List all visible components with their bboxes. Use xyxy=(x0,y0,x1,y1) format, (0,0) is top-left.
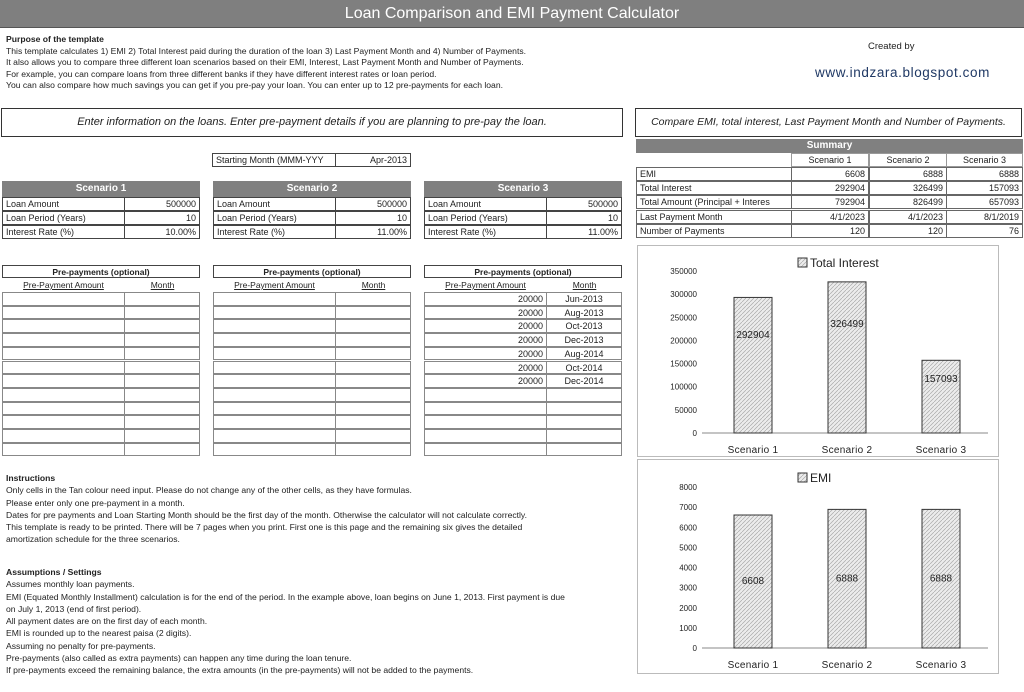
prepayment-amount-input[interactable]: 20000 xyxy=(424,306,547,320)
x-tick-label: Scenario 1 xyxy=(727,445,779,456)
prepayment-amount-input[interactable] xyxy=(2,388,125,402)
prepayment-month-input[interactable] xyxy=(546,443,622,457)
summary-row-label: Last Payment Month xyxy=(636,210,792,224)
legend-swatch xyxy=(798,473,807,482)
summary-title: Summary xyxy=(636,139,1023,153)
legend-swatch xyxy=(798,258,807,267)
prepayment-month-input[interactable] xyxy=(335,347,411,361)
y-tick-label: 200000 xyxy=(670,336,697,346)
bar-data-label: 157093 xyxy=(924,374,958,386)
total-interest-chart xyxy=(637,245,999,457)
prepayment-amount-input[interactable] xyxy=(213,361,336,375)
purpose-line: It also allows you to compare three different loan scenarios based on their EMI, Interest, Last Payment Month and Number of Payments. xyxy=(6,57,524,68)
y-tick-label: 6000 xyxy=(679,523,697,533)
prepayment-month-input[interactable] xyxy=(546,388,622,402)
assumptions-line: on July 1, 2013 (end of first period). xyxy=(6,603,142,614)
prepayment-amount-header: Pre-Payment Amount xyxy=(23,280,104,290)
prepayment-amount-input[interactable]: 20000 xyxy=(424,333,547,347)
prepayment-amount-input[interactable] xyxy=(2,347,125,361)
summary-value: 8/1/2019 xyxy=(946,210,1023,224)
y-tick-label: 350000 xyxy=(670,267,697,276)
y-tick-label: 2000 xyxy=(679,603,697,613)
summary-value: 157093 xyxy=(946,181,1023,195)
chart-title: EMI xyxy=(810,471,832,485)
y-tick-label: 250000 xyxy=(670,313,697,323)
prepayment-month-input[interactable]: Oct-2014 xyxy=(546,361,622,375)
summary-value: 657093 xyxy=(946,195,1023,209)
created-by-label: Created by xyxy=(868,41,915,52)
prepayment-amount-input[interactable]: 20000 xyxy=(424,319,547,333)
summary-column-header: Scenario 2 xyxy=(869,153,947,167)
prepayment-amount-input[interactable] xyxy=(2,415,125,429)
summary-value: 826499 xyxy=(869,195,947,209)
scenario-field-label: Interest Rate (%) xyxy=(2,225,125,239)
bar-data-label: 6888 xyxy=(835,573,859,585)
prepayment-amount-input[interactable] xyxy=(2,402,125,416)
scenario-field-label: Loan Amount xyxy=(424,197,547,211)
y-tick-label: 3000 xyxy=(679,583,697,593)
prepayment-month-input[interactable] xyxy=(124,319,200,333)
y-tick-label: 0 xyxy=(692,644,697,653)
bar-data-label: 326499 xyxy=(830,319,864,331)
summary-value: 326499 xyxy=(869,181,947,195)
starting-month-input[interactable]: Apr-2013 xyxy=(335,153,411,167)
x-tick-label: Scenario 2 xyxy=(821,445,873,456)
emi-chart xyxy=(637,459,999,674)
bar xyxy=(734,297,772,433)
input-instructions-banner: Enter information on the loans. Enter pre-payment details if you are planning to pre-pay the loan. xyxy=(1,108,623,137)
scenario-field-label: Interest Rate (%) xyxy=(213,225,336,239)
credit-section xyxy=(640,34,1022,100)
prepayment-month-header: Month xyxy=(572,280,597,290)
prepayment-title: Pre-payments (optional) xyxy=(213,265,411,278)
purpose-heading: Purpose of the template xyxy=(6,34,104,44)
summary-value: 6888 xyxy=(946,167,1023,181)
y-tick-label: 5000 xyxy=(679,543,697,553)
scenario-field-input[interactable]: 10 xyxy=(546,211,622,225)
prepayment-amount-input[interactable] xyxy=(213,292,336,306)
bar xyxy=(922,360,960,433)
prepayment-month-input[interactable] xyxy=(335,319,411,333)
prepayment-month-input[interactable]: Dec-2013 xyxy=(546,333,622,347)
assumptions-line: If pre-payments exceed the remaining balance, the extra amounts (in the pre-payments) will not be added to the payments. xyxy=(6,665,474,676)
prepayment-amount-input[interactable] xyxy=(424,415,547,429)
prepayment-amount-input[interactable]: 20000 xyxy=(424,374,547,388)
prepayment-month-input[interactable] xyxy=(546,429,622,443)
prepayment-month-input[interactable] xyxy=(335,306,411,320)
prepayment-month-input[interactable] xyxy=(124,347,200,361)
instructions-line: Only cells in the Tan colour need input. Please do not change any of the other cells, as they have formulas. xyxy=(6,485,412,496)
summary-value: 792904 xyxy=(791,195,869,209)
prepayment-amount-input[interactable] xyxy=(424,443,547,457)
summary-value: 4/1/2023 xyxy=(791,210,869,224)
scenario-field-input[interactable]: 10.00% xyxy=(124,225,200,239)
prepayment-title: Pre-payments (optional) xyxy=(2,265,200,278)
x-tick-label: Scenario 1 xyxy=(727,660,779,671)
prepayment-month-input[interactable] xyxy=(335,443,411,457)
assumptions-line: Pre-payments (also called as extra payments) can happen any time during the loan tenure. xyxy=(6,653,352,664)
prepayment-month-input[interactable] xyxy=(335,388,411,402)
assumptions-section xyxy=(6,566,621,688)
prepayment-amount-input[interactable] xyxy=(2,292,125,306)
summary-column-header: Scenario 3 xyxy=(946,153,1023,167)
prepayment-month-input[interactable] xyxy=(124,292,200,306)
prepayment-amount-input[interactable] xyxy=(213,319,336,333)
prepayment-month-input[interactable]: Aug-2014 xyxy=(546,347,622,361)
prepayment-month-input[interactable] xyxy=(335,429,411,443)
prepayment-amount-input[interactable]: 20000 xyxy=(424,347,547,361)
prepayment-amount-input[interactable] xyxy=(2,429,125,443)
y-tick-label: 100000 xyxy=(670,382,697,392)
prepayment-amount-input[interactable] xyxy=(2,374,125,388)
bar-data-label: 6888 xyxy=(929,573,953,585)
scenario-field-label: Loan Period (Years) xyxy=(424,211,547,225)
prepayment-amount-input[interactable] xyxy=(2,306,125,320)
summary-value: 292904 xyxy=(791,181,869,195)
prepayment-amount-input[interactable] xyxy=(2,319,125,333)
instructions-line: This template is ready to be printed. There will be 7 pages when you print. First one is this page and the remaining six gives the detailed xyxy=(6,522,523,533)
assumptions-line: All payment dates are on the first day of each month. xyxy=(6,616,208,627)
scenario-field-label: Loan Period (Years) xyxy=(213,211,336,225)
prepayment-amount-header: Pre-Payment Amount xyxy=(234,280,315,290)
prepayment-month-input[interactable] xyxy=(335,292,411,306)
prepayment-amount-input[interactable] xyxy=(424,388,547,402)
assumptions-line: EMI (Equated Monthly Installment) calculation is for the end of the period. In the example above, loan begins on June 1, 2013. First payment is due xyxy=(6,591,565,602)
y-tick-label: 8000 xyxy=(679,483,697,492)
y-tick-label: 150000 xyxy=(670,359,697,369)
summary-row-label: Number of Payments xyxy=(636,224,792,238)
prepayment-amount-input[interactable] xyxy=(2,361,125,375)
assumptions-line: EMI is rounded up to the nearest paisa (2 digits). xyxy=(6,628,192,639)
instructions-heading: Instructions xyxy=(6,473,56,483)
scenario-header: Scenario 1 xyxy=(2,181,200,197)
summary-row-label: Total Interest xyxy=(636,181,792,195)
scenario-header: Scenario 3 xyxy=(424,181,622,197)
scenario-field-label: Loan Amount xyxy=(213,197,336,211)
bar-data-label: 6608 xyxy=(741,576,765,588)
summary-value: 120 xyxy=(869,224,947,238)
scenario-field-label: Interest Rate (%) xyxy=(424,225,547,239)
x-tick-label: Scenario 3 xyxy=(915,445,967,456)
compare-banner: Compare EMI, total interest, Last Payment Month and Number of Payments. xyxy=(635,108,1022,137)
prepayment-month-input[interactable]: Aug-2013 xyxy=(546,306,622,320)
summary-row-label: Total Amount (Principal + Interes xyxy=(636,195,792,209)
scenario-field-input[interactable]: 500000 xyxy=(124,197,200,211)
prepayment-month-input[interactable] xyxy=(335,333,411,347)
prepayment-month-input[interactable] xyxy=(335,374,411,388)
prepayment-amount-input[interactable] xyxy=(213,429,336,443)
prepayment-month-input[interactable] xyxy=(546,415,622,429)
prepayment-month-input[interactable] xyxy=(124,402,200,416)
prepayment-month-input[interactable]: Jun-2013 xyxy=(546,292,622,306)
prepayment-amount-input[interactable] xyxy=(213,333,336,347)
summary-column-header: Scenario 1 xyxy=(791,153,869,167)
prepayment-month-input[interactable]: Oct-2013 xyxy=(546,319,622,333)
prepayment-month-input[interactable] xyxy=(335,361,411,375)
prepayment-amount-input[interactable] xyxy=(424,402,547,416)
prepayment-title: Pre-payments (optional) xyxy=(424,265,622,278)
credit-link[interactable]: www.indzara.blogspot.com xyxy=(815,65,990,80)
prepayment-month-header: Month xyxy=(150,280,175,290)
prepayment-month-input[interactable] xyxy=(124,361,200,375)
prepayment-month-input[interactable] xyxy=(335,415,411,429)
prepayment-amount-input[interactable] xyxy=(213,443,336,457)
prepayment-amount-input[interactable] xyxy=(213,347,336,361)
prepayment-amount-input[interactable] xyxy=(424,429,547,443)
assumptions-heading: Assumptions / Settings xyxy=(6,567,102,577)
scenario-field-input[interactable]: 500000 xyxy=(335,197,411,211)
summary-value: 6888 xyxy=(869,167,947,181)
purpose-line: You can also compare how much savings you can get if you pre-pay your loan. You can enter up to 12 pre-payments for each loan. xyxy=(6,80,503,91)
summary-value: 6608 xyxy=(791,167,869,181)
y-tick-label: 50000 xyxy=(674,405,697,415)
x-tick-label: Scenario 3 xyxy=(915,660,967,671)
prepayment-amount-header: Pre-Payment Amount xyxy=(445,280,526,290)
scenario-field-input[interactable]: 11.00% xyxy=(335,225,411,239)
prepayment-amount-input[interactable] xyxy=(213,415,336,429)
summary-value: 76 xyxy=(946,224,1023,238)
prepayment-amount-input[interactable] xyxy=(213,374,336,388)
scenario-field-label: Loan Period (Years) xyxy=(2,211,125,225)
instructions-line: amortization schedule for the three scenarios. xyxy=(6,534,180,545)
prepayment-month-input[interactable]: Dec-2014 xyxy=(546,374,622,388)
prepayment-month-input[interactable] xyxy=(124,333,200,347)
prepayment-month-input[interactable] xyxy=(124,443,200,457)
summary-row-label: EMI xyxy=(636,167,792,181)
y-tick-label: 300000 xyxy=(670,290,697,300)
prepayment-amount-input[interactable] xyxy=(213,306,336,320)
y-tick-label: 7000 xyxy=(679,503,697,513)
purpose-line: This template calculates 1) EMI 2) Total Interest paid during the duration of the loan 3) Last Payment Month and 4) Number of Payments. xyxy=(6,45,527,56)
bar xyxy=(828,282,866,433)
prepayment-amount-input[interactable]: 20000 xyxy=(424,292,547,306)
instructions-line: Dates for pre payments and Loan Starting Month should be the first day of the month. Otherwise the calculator will not calculate correctly. xyxy=(6,509,527,520)
instructions-section xyxy=(6,472,621,562)
assumptions-line: Assuming no penalty for pre-payments. xyxy=(6,640,156,651)
scenario-field-input[interactable]: 10 xyxy=(124,211,200,225)
prepayment-amount-input[interactable]: 20000 xyxy=(424,361,547,375)
y-tick-label: 0 xyxy=(692,429,697,438)
prepayment-month-input[interactable] xyxy=(335,402,411,416)
prepayment-month-input[interactable] xyxy=(546,402,622,416)
chart-title: Total Interest xyxy=(810,256,879,270)
page-title: Loan Comparison and EMI Payment Calculator xyxy=(0,0,1024,28)
scenario-field-label: Loan Amount xyxy=(2,197,125,211)
prepayment-month-input[interactable] xyxy=(124,306,200,320)
summary-value: 120 xyxy=(791,224,869,238)
prepayment-month-header: Month xyxy=(361,280,386,290)
prepayment-amount-input[interactable] xyxy=(213,388,336,402)
prepayment-month-input[interactable] xyxy=(124,374,200,388)
y-tick-label: 1000 xyxy=(679,623,697,633)
instructions-line: Please enter only one pre-payment in a month. xyxy=(6,497,185,508)
summary-value: 4/1/2023 xyxy=(869,210,947,224)
prepayment-amount-input[interactable] xyxy=(213,402,336,416)
prepayment-amount-input[interactable] xyxy=(2,333,125,347)
prepayment-amount-input[interactable] xyxy=(2,443,125,457)
scenario-field-input[interactable]: 10 xyxy=(335,211,411,225)
bar-data-label: 292904 xyxy=(736,330,770,342)
prepayment-month-input[interactable] xyxy=(124,415,200,429)
prepayment-month-input[interactable] xyxy=(124,388,200,402)
starting-month-label: Starting Month (MMM-YYY xyxy=(212,153,336,167)
assumptions-line: Assumes monthly loan payments. xyxy=(6,579,135,590)
purpose-line: For example, you can compare loans from three different banks if they have different interest rates or loan period. xyxy=(6,68,437,79)
prepayment-month-input[interactable] xyxy=(124,429,200,443)
y-tick-label: 4000 xyxy=(679,563,697,573)
scenario-header: Scenario 2 xyxy=(213,181,411,197)
x-tick-label: Scenario 2 xyxy=(821,660,873,671)
scenario-field-input[interactable]: 11.00% xyxy=(546,225,622,239)
scenario-field-input[interactable]: 500000 xyxy=(546,197,622,211)
purpose-section xyxy=(6,34,621,100)
